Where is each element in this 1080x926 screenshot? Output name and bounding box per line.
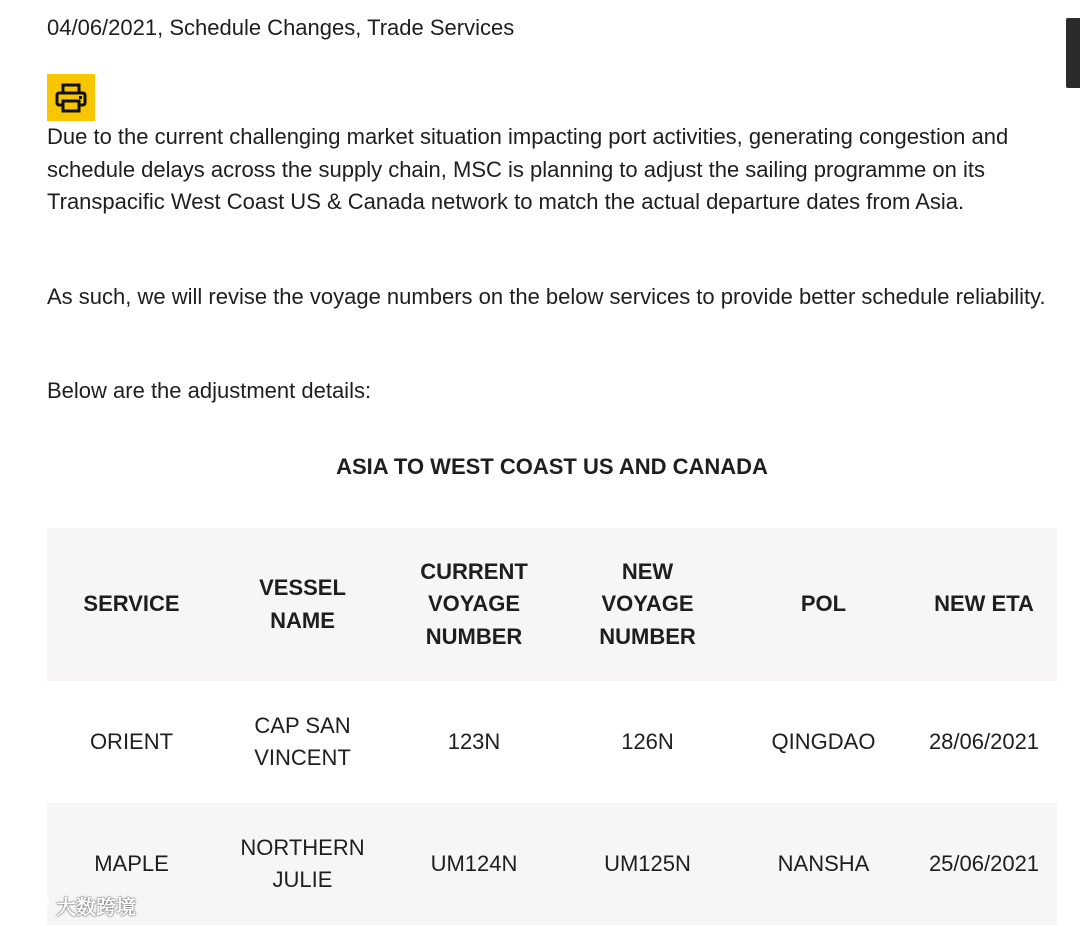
cell-vessel-name: CAP SAN VINCENT bbox=[254, 712, 351, 770]
printer-icon bbox=[54, 81, 88, 115]
cell-vessel-name: NORTHERN JULIE bbox=[240, 834, 365, 892]
watermark bbox=[10, 890, 136, 920]
cell-current-voyage: 123N bbox=[447, 728, 501, 754]
table-row bbox=[47, 681, 1057, 803]
watermark-text: 大数跨境 bbox=[56, 896, 136, 919]
intro-paragraph: Due to the current challenging market situation impacting port activities, generating congestion and schedule delays across the supply chain, MSC is planning to adjust the sailing programme on its Transpacific West Coast US & Canada network to match the actual departure dates from Asia. bbox=[47, 124, 1009, 214]
table-header-row bbox=[47, 528, 1057, 681]
cell-new-eta: 28/06/2021 bbox=[928, 728, 1040, 754]
cell-service: MAPLE bbox=[94, 850, 169, 876]
print-button[interactable] bbox=[47, 74, 95, 121]
cell-pol: NANSHA bbox=[777, 850, 870, 876]
cell-pol: QINGDAO bbox=[771, 728, 876, 754]
header-new-voyage: NEW VOYAGE NUMBER bbox=[599, 558, 696, 649]
details-intro-paragraph: Below are the adjustment details: bbox=[47, 378, 372, 403]
cell-service: ORIENT bbox=[89, 728, 174, 754]
watermark-logo-icon bbox=[10, 890, 50, 920]
voyage-revision-paragraph: As such, we will revise the voyage numbers on the below services to provide better schedule reliability. bbox=[47, 284, 1046, 309]
header-service: SERVICE bbox=[83, 591, 180, 617]
header-current-voyage: CURRENT VOYAGE NUMBER bbox=[420, 558, 528, 649]
cell-current-voyage: UM124N bbox=[430, 850, 518, 876]
cell-new-voyage: 126N bbox=[621, 728, 674, 754]
cell-new-eta: 25/06/2021 bbox=[928, 850, 1040, 876]
schedule-table bbox=[47, 528, 1057, 925]
scrollbar-thumb[interactable] bbox=[1066, 18, 1080, 88]
header-vessel-name: VESSEL NAME bbox=[259, 575, 346, 633]
table-title: ASIA TO WEST COAST US AND CANADA bbox=[336, 454, 768, 479]
header-pol: POL bbox=[800, 591, 847, 617]
article-meta-line: 04/06/2021, Schedule Changes, Trade Services bbox=[47, 15, 515, 40]
cell-new-voyage: UM125N bbox=[604, 850, 691, 876]
header-new-eta: NEW ETA bbox=[934, 591, 1034, 617]
table-row bbox=[47, 803, 1057, 925]
